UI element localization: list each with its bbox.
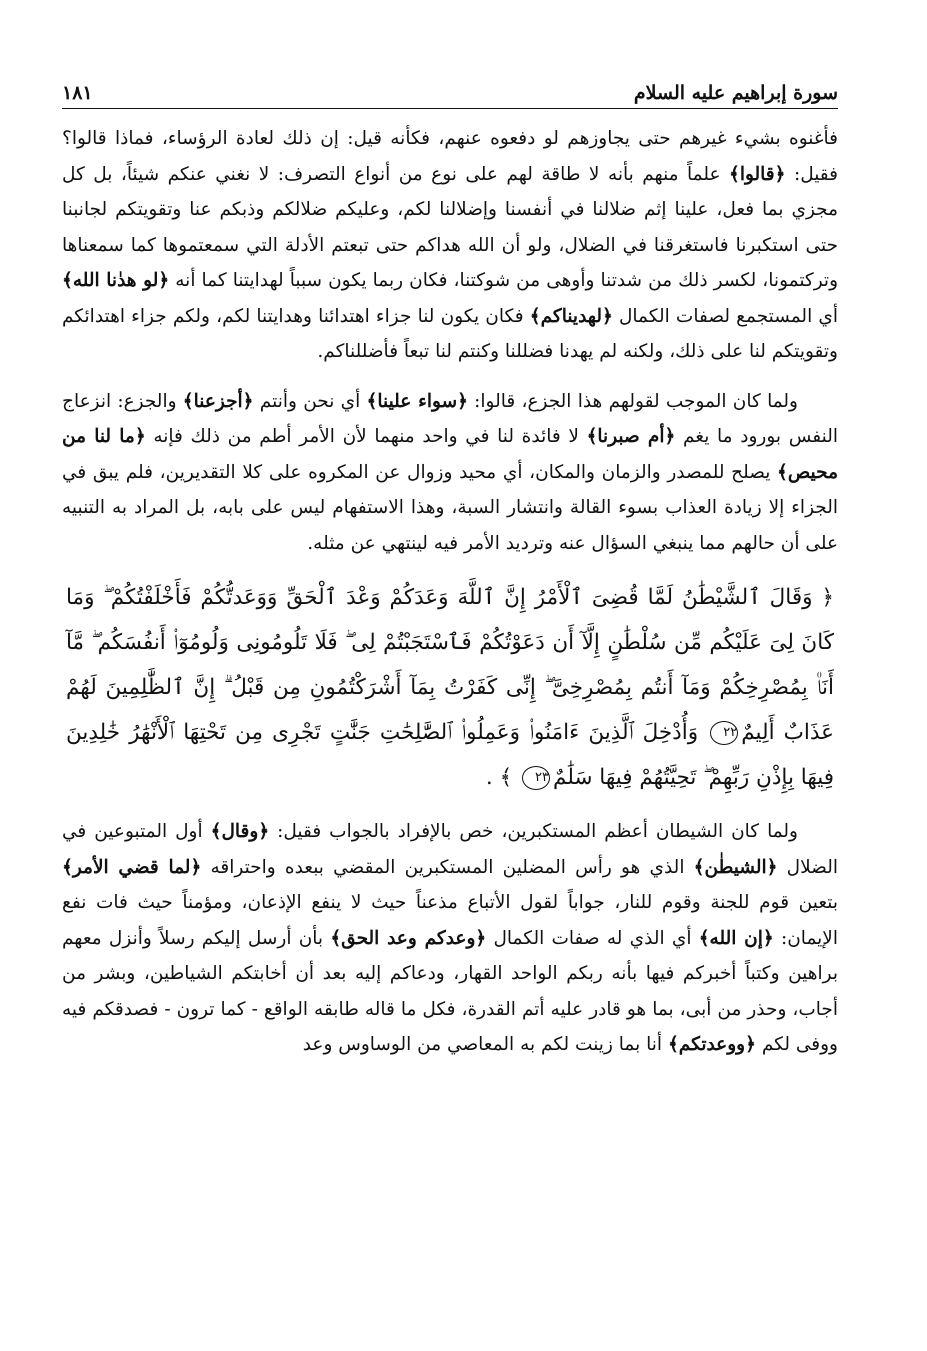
verse-text: ﴿ وَقَالَ ٱلشَّيْطَٰنُ لَمَّا قُضِىَ ٱلْأَمْرُ إِنَّ ٱللَّهَ وَعَدَكُمْ وَعْدَ ٱلْحَقِّ وَوَعَدتُّكُمْ فَأَخْلَفْتُكُمْ ۖ وَمَا كَانَ لِىَ عَلَيْكُم مِّن سُلْطَٰنٍ إِلَّآ أَن دَعَوْتُكُمْ فَٱسْتَجَبْتُمْ لِى ۖ فَلَا تَلُومُونِى وَلُومُوٓا۟ أَنفُسَكُم ۖ مَّآ أَنَا۠ بِمُصْرِخِكُمْ وَمَآ أَنتُم بِمُصْرِخِىَّ ۖ إِنِّى كَفَرْتُ بِمَآ أَشْرَكْتُمُونِ مِن قَبْلُ ۗ إِنَّ ٱلظَّٰلِمِينَ لَهُمْ عَذَابٌ أَلِيمٌ — [66, 585, 835, 745]
text-segment: أنا بما زينت لكم به المعاصي من الوساوس وعد — [302, 1034, 668, 1055]
spacer — [62, 800, 838, 814]
page-header — [62, 70, 838, 104]
quran-quote: ﴿لهديناكم﴾ — [529, 305, 613, 327]
paragraph-2 — [62, 384, 838, 562]
text-segment: لا فائدة لنا في واحد منهما لأن الأمر أطم من ذلك فإنه — [145, 426, 587, 447]
text-segment: أي المستجمع لصفات الكمال — [612, 305, 838, 327]
page-number: ١٨١ — [62, 82, 93, 104]
text-segment: فأغنوه بشيء غيرهم حتى يجاوزهم لو دفعوه عنهم، فكأنه قيل: إن ذلك لعادة الرؤساء، فماذا قالوا؟ فقيل: — [62, 128, 838, 185]
text-segment: أي الذي له صفات الكمال — [486, 927, 699, 949]
text-segment: بأن أرسل إليكم رسلاً وأنزل معهم براهين وكتباً أخبركم فيها بأنه ربكم الواحد القهار، ودعاكم إليه بعد أن أخابتكم الشياطين، وبشر من أجاب، وحذر من أبى، بما هو قادر عليه أتم القدرة، فكل ما قاله طابقه الواقع - كما ترون - فصدقكم فيه ووفى لكم — [62, 927, 838, 1055]
text-segment: علماً منهم بأنه لا طاقة لهم على نوع من أنواع التصرف: لا نغني عنكم شيئاً، بل كل مجزي بما فعل، علينا إثم ضلالنا في أنفسنا وإضلالنا لكم، وعليكم ضلالكم وذبكم عنا وتقويتكم لجانبنا حتى استكبرنا فاستغرقنا في الضلال، ولو أن الله هداكم حتى تبعتم الأدلة التي سمعتموها كما سمعناها وتركتمونا، لكسر ذلك من شدتنا وأوهى من شوكتنا، فكان ربما يكون سبباً لهدايتنا كما أنه — [62, 163, 838, 291]
header-rule — [62, 108, 838, 109]
quran-quote: ﴿إن الله﴾ — [698, 927, 774, 949]
quran-quote: ﴿أم صبرنا﴾ — [586, 426, 676, 447]
quran-quote: ﴿أجزعنا﴾ — [182, 390, 254, 412]
spacer — [62, 370, 838, 384]
quran-quote: ﴿لما قضي الأمر﴾ — [62, 856, 202, 878]
text-segment: أول المتبوعين في الضلال — [62, 821, 838, 878]
quran-quote: ﴿الشيطٰن﴾ — [693, 856, 778, 878]
text-segment: ولما كان الموجب لقولهم هذا الجزع، قالوا: — [467, 390, 798, 412]
paragraph-1 — [62, 121, 838, 370]
quran-quote: ﴿ما لنا من محيص﴾ — [62, 426, 838, 483]
verse-number-23: ٢٣ — [522, 766, 550, 790]
text-segment: الذي هو رأس المضلين المستكبرين المقضي ببعده واحتراقه — [201, 856, 694, 878]
text-segment: أي نحن وأنتم — [253, 390, 367, 412]
text-segment: ولما كان الشيطان أعظم المستكبرين، خص بالإفراد بالجواب فقيل: — [269, 821, 798, 842]
text-segment: فكان يكون لنا جزاء اهتدائنا وهدايتنا لكم، ولكم جزاء اهتدائكم وتقويتكم لنا على ذلك، ولكنه لم يهدنا فضللنا وكنتم لنا تبعاً فأضللناكم. — [62, 305, 838, 362]
quran-verse-block — [62, 575, 838, 800]
paragraph-3 — [62, 814, 838, 1063]
verse-text: ﴾ . — [485, 765, 520, 790]
verse-number-22: ٢٢ — [710, 721, 738, 745]
text-segment: بتعين قوم للجنة وقوم للنار، جواباً لقول الأتباع مذعناً حيث لا ينفع الإذعان، ومؤمناً حيث فات نفع الإيمان: — [62, 892, 838, 949]
quran-quote: ﴿سواء علينا﴾ — [366, 390, 468, 412]
quran-quote: ﴿قالوا﴾ — [729, 163, 786, 185]
quran-quote: ﴿وعدكم وعد الحق﴾ — [330, 927, 487, 949]
surah-title: سورة إبراهيم عليه السلام — [633, 82, 838, 104]
text-segment: والجزع: انزعاج النفس بورود ما يغم — [62, 390, 839, 447]
quran-quote: ﴿وقال﴾ — [210, 821, 270, 842]
verse-text: وَأُدْخِلَ ٱلَّذِينَ ءَامَنُوا۟ وَعَمِلُوا۟ ٱلصَّٰلِحَٰتِ جَنَّٰتٍ تَجْرِى مِن تَحْتِهَا ٱلْأَنْهَٰرُ خَٰلِدِينَ فِيهَا بِإِذْنِ رَبِّهِمْ ۖ تَحِيَّتُهُمْ فِيهَا سَلَٰمٌ — [66, 720, 834, 790]
quran-quote: ﴿لو هدٰنا الله﴾ — [62, 270, 170, 291]
spacer — [62, 561, 838, 575]
quran-quote: ﴿ووعدتكم﴾ — [667, 1034, 756, 1055]
book-page — [62, 70, 838, 1063]
text-segment: يصلح للمصدر والزمان والمكان، أي محيد وزوال عن المكروه على كلا التقديرين، فلم يبق في الجزاء إلا زيادة العذاب بسوء القالة وانتشار السبة، وهذا الاستفهام ليس على بابه، بل المراد به التنبيه على أن حالهم مما ينبغي السؤال عنه وترديد الأمر فيه لينتهي عن مثله. — [62, 461, 838, 554]
